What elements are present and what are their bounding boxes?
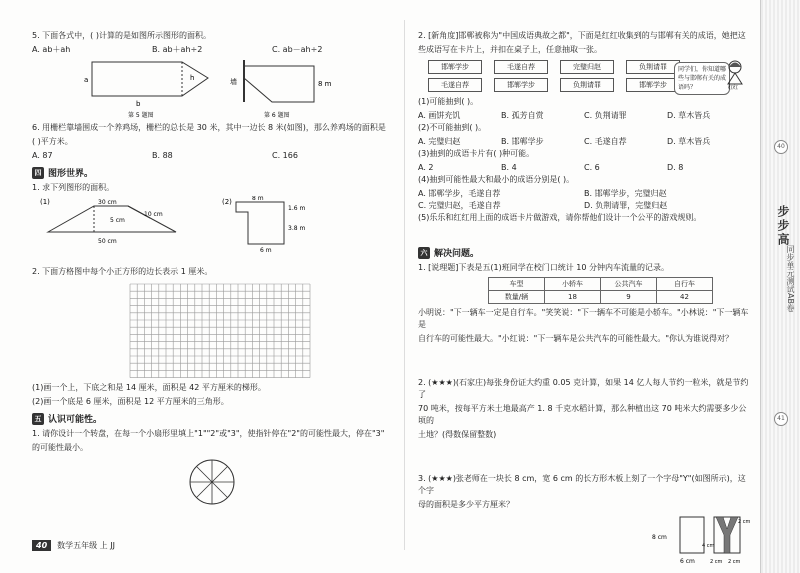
- side-subtitle: 同步单元测试AB卷: [786, 245, 795, 312]
- question-5-options: [32, 44, 392, 56]
- section-5-heading: [32, 412, 392, 425]
- section-badge: 六: [418, 247, 430, 259]
- fig-2cm-c: 2 cm: [728, 559, 741, 565]
- section-4-q2-sub1: (1)画一个上，下底之和是 14 厘米，面积是 42 平方厘米的梯形。: [32, 383, 266, 392]
- option-d[interactable]: D. 8: [667, 163, 684, 172]
- girl-name: 红红: [728, 85, 739, 90]
- option-d[interactable]: D. 负荆请罪，完璧归赵: [584, 201, 668, 210]
- problem-3-line2: 母的面积是多少平方厘米？: [418, 500, 514, 509]
- figure-6: [230, 60, 332, 119]
- question-6-line2: ( )平方米。: [32, 137, 73, 146]
- question-2-line2: 些成语写在卡片上，并扣在桌子上，任意抽取一张。: [418, 45, 602, 54]
- fig1-mid1: 5 cm: [110, 217, 125, 224]
- question-2-line1: 2. [新角度]邯郸被称为"中国成语典故之都"，下面是红红收集到的与邯郸有关的成语，她把这: [418, 31, 746, 40]
- idiom-card: 毛遂自荐: [494, 60, 548, 74]
- fig1-top: 30 cm: [98, 199, 117, 206]
- section-5-q1-line2: 的可能性最小。: [32, 443, 88, 452]
- idiom-card: 邯郸学步: [626, 78, 680, 92]
- option-b[interactable]: B. 88: [152, 151, 173, 160]
- section-6-heading: [418, 246, 750, 259]
- problem-2-line2: 70 吨米，按每平方米土地最高产 1. 8 千克水稻计算，那么种植出这 70 吨米大约需要多少公顷的: [418, 404, 747, 425]
- option-b[interactable]: B. 邯郸学步: [501, 137, 544, 146]
- label-a: a: [84, 76, 89, 84]
- q2-sub5: (5)乐乐和红红用上面的成语卡片做游戏，请你帮他们设计一个公平的游戏规则。: [418, 213, 702, 222]
- table-header: 小轿车: [545, 278, 601, 291]
- composite-figure: [222, 196, 305, 254]
- label-b: b: [136, 100, 141, 108]
- fig2-top: 8 m: [252, 196, 264, 202]
- figure-5: [84, 62, 208, 119]
- idiom-card: 完璧归赵: [560, 60, 614, 74]
- section-4-q1: 1. 求下列图形的面积。: [32, 183, 115, 192]
- fig-width: 6 cm: [680, 558, 695, 565]
- problem-1-line1: 小明说："下一辆车一定是自行车。"笑笑说："下一辆车不可能是小轿车。"小林说："下一辆车是: [418, 308, 749, 329]
- q2-sub4-options-ab: [418, 188, 750, 200]
- section-4-heading: [32, 166, 392, 179]
- page-number: 40: [32, 540, 51, 551]
- table-cell: 数量/辆: [489, 291, 545, 304]
- option-c[interactable]: C. ab－ah÷2: [272, 45, 323, 54]
- table-cell: 42: [657, 291, 713, 304]
- table-cell: 9: [601, 291, 657, 304]
- side-title: 步步高: [776, 205, 790, 247]
- traffic-table: [488, 277, 713, 304]
- side-page-mark: 41: [774, 412, 788, 426]
- q2-sub2: (2)不可能抽到( )。: [418, 123, 487, 132]
- label-wall: 墙: [230, 78, 237, 86]
- problem-2-line3: 土地？(得数保留整数): [418, 430, 497, 439]
- speech-bubble: 同学们，你知道哪些与邯郸有关的成语吗？: [674, 62, 730, 95]
- option-a[interactable]: A. 邯郸学步，毛遂自荐: [418, 189, 501, 198]
- fig1-mid2: 10 cm: [144, 211, 163, 218]
- section-title: 解决问题。: [434, 249, 480, 259]
- fig2-bottom: 6 m: [260, 247, 272, 254]
- problem-3-line1: 3. (★★★)张老师在一块长 8 cm，宽 6 cm 的长方形木板上刻了一个字母"Y"(如图所示)，这个字: [418, 474, 746, 495]
- girl-icon: [724, 58, 746, 90]
- idiom-card: 邯郸学步: [494, 78, 548, 92]
- table-header: 公共汽车: [601, 278, 657, 291]
- fig1-bottom: 50 cm: [98, 238, 117, 245]
- column-divider: [404, 20, 405, 550]
- figure-6-caption: 第 6 题图: [264, 112, 290, 119]
- option-c[interactable]: C. 6: [584, 163, 600, 172]
- table-cell: 18: [545, 291, 601, 304]
- spinner-figure[interactable]: [32, 456, 392, 506]
- left-column: [32, 30, 392, 508]
- option-a[interactable]: A. ab＋ah: [32, 45, 71, 54]
- fig-2cm-b: 2 cm: [710, 559, 723, 565]
- option-a[interactable]: A. 2: [418, 163, 434, 172]
- section-badge: 四: [32, 167, 44, 179]
- section-5-q1-line1: 1. 请你设计一个转盘，在每一个小扇形里填上"1""2"或"3"，使指针停在"2"的可能性最大，停在"3": [32, 429, 385, 438]
- option-b[interactable]: B. 4: [501, 163, 517, 172]
- label-8m: 8 m: [318, 80, 332, 88]
- section-title: 图形世界。: [48, 169, 94, 179]
- figure-5-caption: 第 5 题图: [128, 112, 154, 119]
- problem-2-line1: 2. (★★★)(石家庄)每张身份证大约重 0.05 克计算，如果 14 亿人每人节约一粒米，就是节约了: [418, 378, 749, 399]
- letter-y-figure: [702, 517, 750, 565]
- table-header: 车型: [489, 278, 545, 291]
- option-d[interactable]: D. 草木皆兵: [667, 137, 711, 146]
- question-6-line1: 6. 用栅栏靠墙围成一个养鸡场，栅栏的总长是 30 米，其中一边长 8 米(如图)，那么养鸡场的面积是: [32, 123, 386, 132]
- section-4-q2-sub2: (2)画一个底是 6 厘米，面积是 12 平方厘米的三角形。: [32, 397, 229, 406]
- trapezoid-figure: [40, 198, 176, 245]
- fig2-label: (2): [222, 198, 232, 206]
- label-h: h: [190, 74, 195, 82]
- q2-sub3: (3)抽到的成语卡片有( )种可能。: [418, 149, 535, 158]
- rectangle-figure: [652, 517, 704, 565]
- option-c[interactable]: C. 负荆请罪: [584, 111, 627, 120]
- q2-sub4: (4)抽到可能性最大和最小的成语分别是( )。: [418, 175, 575, 184]
- problem-1: 1. [说理题]下表是五(1)班同学在校门口统计 10 分钟内车流量的记录。: [418, 263, 670, 272]
- section-badge: 五: [32, 413, 44, 425]
- idiom-card: 邯郸学步: [428, 60, 482, 74]
- section-4-q2: 2. 下面方格图中每个小正方形的边长表示 1 厘米。: [32, 267, 213, 276]
- q2-sub2-options: [418, 136, 750, 148]
- option-c[interactable]: C. 166: [272, 151, 298, 160]
- square-grid[interactable]: [32, 280, 392, 380]
- idiom-card: 负荆请罪: [560, 78, 614, 92]
- q2-sub4-options-cd: [418, 200, 750, 212]
- area-figures: [32, 196, 392, 254]
- idiom-card: 负荆请罪: [626, 60, 680, 74]
- option-b[interactable]: B. ab＋ah÷2: [152, 45, 203, 54]
- option-a[interactable]: A. 完璧归赵: [418, 137, 461, 146]
- option-d[interactable]: D. 草木皆兵: [667, 111, 711, 120]
- option-c[interactable]: C. 完璧归赵，毛遂自荐: [418, 201, 501, 210]
- question-6-options: [32, 150, 392, 162]
- option-b[interactable]: B. 邯郸学步，完璧归赵: [584, 189, 667, 198]
- fig2-right1: 1.6 m: [288, 205, 306, 212]
- question-5: 5. 下面各式中，( )计算的是如图所示图形的面积。: [32, 31, 211, 40]
- fig-4cm: 4 cm: [702, 543, 715, 549]
- section-title: 认识可能性。: [48, 415, 103, 425]
- option-a[interactable]: A. 87: [32, 151, 53, 160]
- idiom-card: 毛遂自荐: [428, 78, 482, 92]
- option-c[interactable]: C. 毛遂自荐: [584, 137, 627, 146]
- option-b[interactable]: B. 孤芳自赏: [501, 111, 544, 120]
- q2-sub1: (1)可能抽到( )。: [418, 97, 479, 106]
- table-header-row: [489, 278, 713, 291]
- fig-height: 8 cm: [652, 534, 667, 541]
- book-title: 数学五年级 上 JJ: [57, 541, 115, 550]
- table-row: [489, 291, 713, 304]
- problem-1-line2: 自行车的可能性最大。"小红说："下一辆车是公共汽车的可能性最大。"你认为谁说得对？: [418, 334, 734, 343]
- option-a[interactable]: A. 画饼充饥: [418, 111, 461, 120]
- figures-5-6: [32, 56, 392, 120]
- side-page-mark: 40: [774, 140, 788, 154]
- fig1-label: (1): [40, 198, 50, 206]
- letter-y-figures: [418, 513, 750, 571]
- page-footer: [32, 540, 115, 551]
- q2-sub3-options: [418, 162, 750, 174]
- fig2-right2: 3.8 m: [288, 225, 306, 232]
- q2-sub1-options: [418, 110, 750, 122]
- fig-2cm-a: 2 cm: [738, 519, 750, 525]
- table-header: 自行车: [657, 278, 713, 291]
- right-column: [418, 30, 750, 573]
